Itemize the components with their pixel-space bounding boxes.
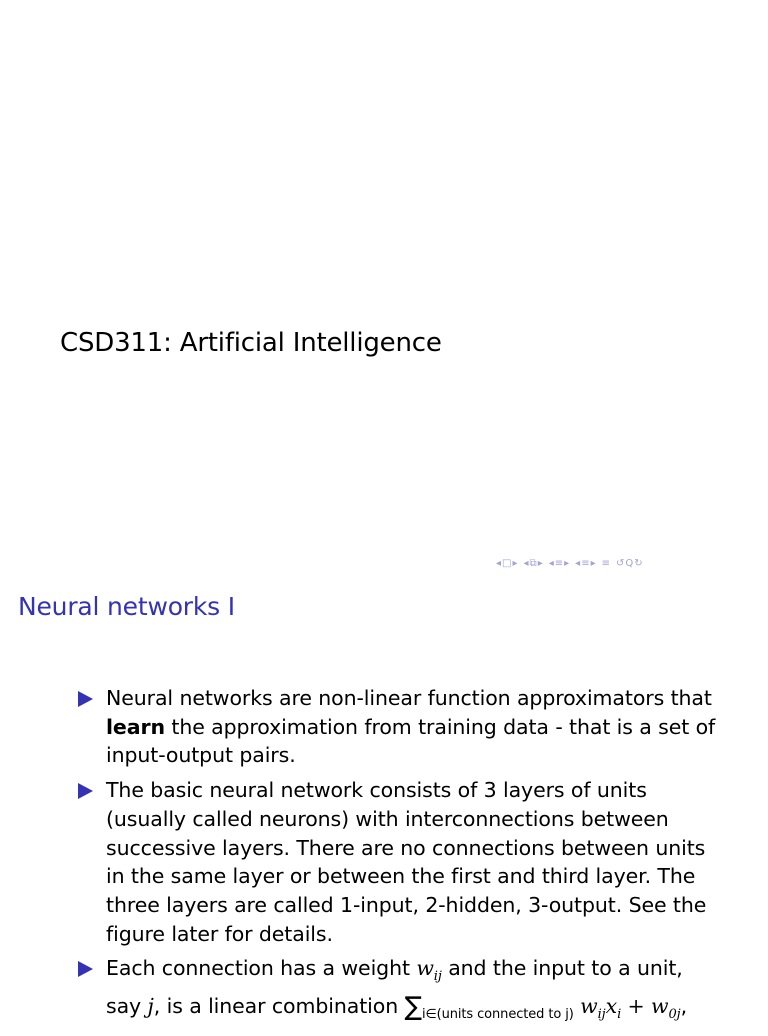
undo-icon[interactable]: ↺ — [616, 558, 625, 569]
math-sub: ij — [597, 1007, 606, 1023]
math-sub: 0j — [668, 1007, 681, 1023]
frame-icon[interactable]: ⧉ — [529, 558, 537, 569]
bold-term: learn — [106, 714, 165, 739]
math-var: + w — [621, 994, 669, 1019]
bullet-text: The basic neural network consists of 3 layers of units (usually called neurons) with interconnections between successive layers. There are no connections between units in the same layer or between the first and third layer. The three layers are called 1-input, 2-hidden, 3-output. See the figure later for details. — [106, 778, 707, 946]
nav-search-group[interactable] — [616, 559, 643, 569]
beamer-navigation-bar — [496, 556, 760, 572]
math-var: x — [605, 994, 618, 1019]
nav-doc-group[interactable] — [602, 559, 610, 569]
math-sub: ij — [433, 969, 442, 985]
arrow-left-icon[interactable]: ◂ — [523, 558, 529, 569]
nav-section-group[interactable] — [575, 559, 595, 569]
math-var: w — [573, 994, 598, 1019]
math-var: j — [147, 994, 154, 1019]
bullet-text: Neural networks are non-linear function approximators that — [106, 686, 712, 710]
arrow-left-icon[interactable]: ◂ — [496, 558, 502, 569]
math-sub: i∈(units connected to j) — [421, 1007, 574, 1023]
bullet-text: , — [680, 994, 688, 1019]
triangle-bullet-icon — [78, 783, 93, 799]
math-sub: i — [617, 1007, 622, 1023]
nav-frame-group[interactable] — [524, 559, 543, 569]
section-icon[interactable]: ≡ — [581, 558, 590, 569]
nav-subsection-group[interactable] — [549, 559, 569, 569]
arrow-right-icon[interactable]: ▸ — [537, 558, 543, 569]
arrow-right-icon[interactable]: ▸ — [590, 558, 596, 569]
subsection-icon[interactable]: ≡ — [554, 558, 564, 569]
arrow-left-icon[interactable]: ◂ — [575, 558, 581, 569]
math-var: w — [416, 956, 434, 981]
list-item — [78, 776, 718, 948]
document-icon[interactable]: ≡ — [601, 558, 611, 569]
slide-title: CSD311: Artificial Intelligence — [60, 328, 442, 358]
arrow-right-icon[interactable]: ▸ — [564, 558, 570, 569]
arrow-left-icon[interactable]: ◂ — [548, 558, 554, 569]
bullet-text: Each connection has a weight — [106, 956, 417, 981]
list-item — [78, 954, 718, 1029]
arrow-right-icon[interactable]: ▸ — [512, 558, 518, 569]
search-icon[interactable]: Q — [625, 558, 634, 569]
slide-icon[interactable]: □ — [502, 558, 512, 569]
triangle-bullet-icon — [78, 691, 93, 707]
redo-icon[interactable]: ↻ — [634, 558, 643, 569]
frame-title: Neural networks I — [18, 592, 235, 621]
bullet-text: and the input to a unit, say — [106, 956, 683, 1019]
list-item — [78, 684, 718, 770]
bullet-text: , is a linear combination — [153, 994, 405, 1019]
bullet-list — [78, 684, 718, 1036]
sum-symbol: ∑ — [404, 992, 422, 1023]
bullet-text: the approximation from training data - that is a set of input-output pairs. — [106, 714, 716, 768]
triangle-bullet-icon — [78, 961, 93, 977]
nav-slide-group[interactable] — [496, 559, 518, 569]
